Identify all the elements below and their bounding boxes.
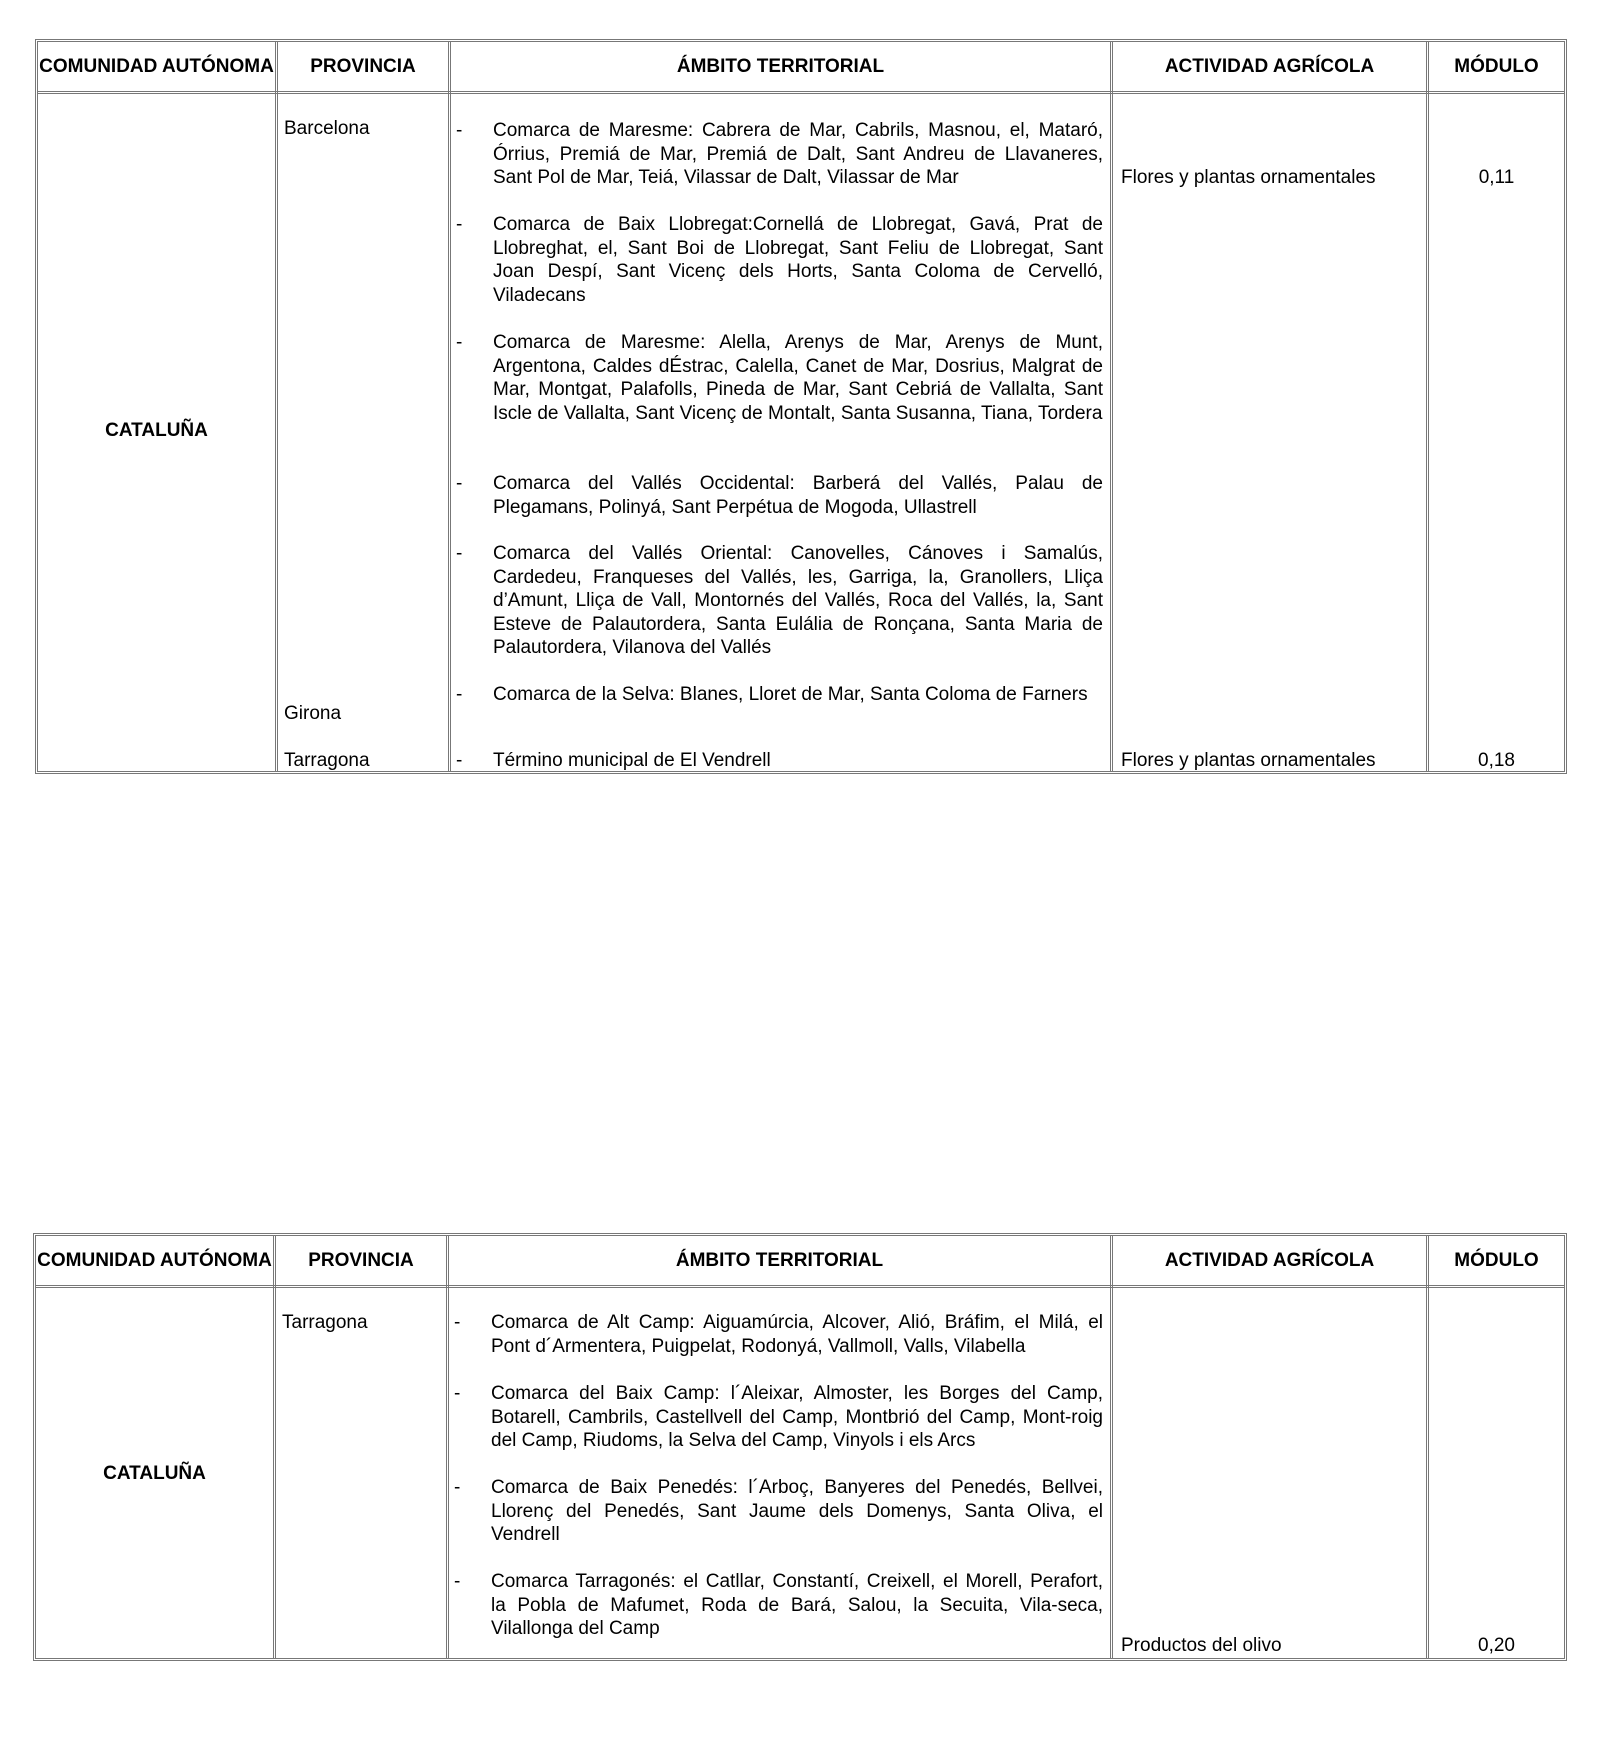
provincia-name: Tarragona bbox=[282, 1312, 368, 1333]
column-divider bbox=[446, 1236, 449, 1658]
header-divider bbox=[36, 1285, 1564, 1288]
modulo-value: 0,20 bbox=[1478, 1635, 1515, 1656]
actividad-value: Productos del olivo bbox=[1121, 1635, 1282, 1656]
header-modulo: MÓDULO bbox=[1454, 56, 1539, 77]
header-modulo: MÓDULO bbox=[1454, 1250, 1539, 1271]
list-dash: - bbox=[454, 1312, 461, 1333]
column-divider bbox=[1110, 1236, 1113, 1658]
comunidad-name: CATALUÑA bbox=[105, 420, 208, 441]
ambito-item: Comarca de Maresme: Cabrera de Mar, Cabrils, Masnou, el, Mataró, Órrius, Premiá de Mar, Premiá de Dalt, Sant Andreu de Llavaneres, Sant Pol de Mar, Teiá, Vilassar de Dalt, Vilassar de Mar bbox=[493, 120, 1103, 188]
column-divider bbox=[448, 42, 451, 771]
ambito-item: Comarca de Baix Llobregat:Cornellá de Llobregat, Gavá, Prat de Llobreghat, el, Sant Boi de Llobregat, Sant Feliu de Llobregat, Sant Joan Despí, Sant Vicenç dels Horts, Santa Coloma de Cervelló, Viladecans bbox=[493, 214, 1103, 306]
table-cataluna-olivo bbox=[33, 1233, 1567, 1661]
modulo-value: 0,11 bbox=[1478, 167, 1515, 188]
header-actividad: ACTIVIDAD AGRÍCOLA bbox=[1164, 1250, 1375, 1271]
header-ambito: ÁMBITO TERRITORIAL bbox=[676, 56, 885, 77]
column-divider bbox=[275, 42, 278, 771]
column-divider bbox=[1110, 42, 1113, 771]
provincia-name: Tarragona bbox=[284, 750, 370, 771]
ambito-item: Comarca del Vallés Occidental: Barberá del Vallés, Palau de Plegamans, Polinyá, Sant Perpétua de Mogoda, Ullastrell bbox=[493, 473, 1103, 518]
ambito-item: Comarca de Maresme: Alella, Arenys de Mar, Arenys de Munt, Argentona, Caldes dÉstrac, Calella, Canet de Mar, Dosrius, Malgrat de Mar, Montgat, Palafolls, Pineda de Mar, Sant Cebriá de Vallalta, Sant Iscle de Vallalta, Sant Vicenç de Montalt, Santa Susanna, Tiana, Tordera bbox=[493, 332, 1103, 424]
list-dash: - bbox=[456, 684, 463, 705]
header-actividad: ACTIVIDAD AGRÍCOLA bbox=[1164, 56, 1375, 77]
ambito-item: Comarca del Baix Camp: l´Aleixar, Almoster, les Borges del Camp, Botarell, Cambrils, Castellvell del Camp, Montbrió del Camp, Mont-roig del Camp, Riudoms, la Selva del Camp, Vinyols i els Arcs bbox=[491, 1383, 1103, 1451]
list-dash: - bbox=[456, 543, 463, 564]
header-provincia: PROVINCIA bbox=[308, 1250, 414, 1271]
list-dash: - bbox=[454, 1383, 461, 1404]
ambito-item: Comarca de Baix Penedés: l´Arboç, Banyeres del Penedés, Bellvei, Llorenç del Penedés, Sant Jaume dels Domenys, Santa Oliva, el Vendrell bbox=[491, 1477, 1103, 1545]
header-comunidad: COMUNIDAD AUTÓNOMA bbox=[37, 1250, 272, 1271]
list-dash: - bbox=[454, 1571, 461, 1592]
header-provincia: PROVINCIA bbox=[310, 56, 416, 77]
list-dash: - bbox=[456, 214, 463, 235]
comunidad-name: CATALUÑA bbox=[103, 1463, 206, 1484]
list-dash: - bbox=[456, 473, 463, 494]
list-dash: - bbox=[456, 332, 463, 353]
ambito-item: Término municipal de El Vendrell bbox=[493, 750, 771, 771]
column-divider bbox=[1426, 1236, 1429, 1658]
provincia-name: Girona bbox=[284, 703, 342, 724]
column-divider bbox=[273, 1236, 276, 1658]
modulo-value: 0,18 bbox=[1478, 750, 1515, 771]
ambito-item: Comarca Tarragonés: el Catllar, Constantí, Creixell, el Morell, Perafort, la Pobla de Mafumet, Roda de Bará, Salou, la Secuita, Vila-seca, Vilallonga del Camp bbox=[491, 1571, 1103, 1639]
header-ambito: ÁMBITO TERRITORIAL bbox=[675, 1250, 884, 1271]
ambito-item: Comarca de Alt Camp: Aiguamúrcia, Alcover, Alió, Bráfim, el Milá, el Pont d´Armentera, Puigpelat, Rodonyá, Vallmoll, Valls, Vilabella bbox=[491, 1312, 1103, 1357]
ambito-item: Comarca de la Selva: Blanes, Lloret de Mar, Santa Coloma de Farners bbox=[493, 684, 1088, 705]
ambito-item: Comarca del Vallés Oriental: Canovelles, Cánoves i Samalús, Cardedeu, Franqueses del Vallés, les, Garriga, la, Granollers, Lliça d’Amunt, Lliça de Vall, Montornés del Vallés, Roca del Vallés, la, Sant Esteve de Palautordera, Santa Eulália de Ronçana, Santa Maria de Palautordera, Vilanova del Vallés bbox=[493, 543, 1103, 658]
provincia-name: Barcelona bbox=[284, 118, 370, 139]
actividad-value: Flores y plantas ornamentales bbox=[1121, 750, 1376, 771]
actividad-value: Flores y plantas ornamentales bbox=[1121, 167, 1376, 188]
header-divider bbox=[38, 91, 1564, 94]
list-dash: - bbox=[456, 750, 463, 771]
column-divider bbox=[1426, 42, 1429, 771]
header-comunidad: COMUNIDAD AUTÓNOMA bbox=[39, 56, 274, 77]
list-dash: - bbox=[456, 120, 463, 141]
table-cataluna-flores bbox=[35, 39, 1567, 774]
list-dash: - bbox=[454, 1477, 461, 1498]
